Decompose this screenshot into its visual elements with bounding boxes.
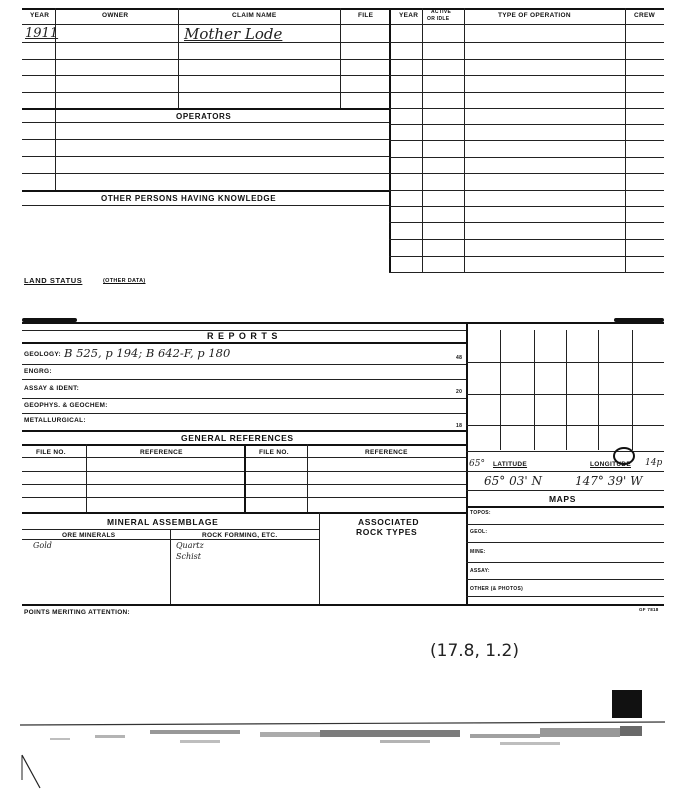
other-persons-label: OTHER PERSONS HAVING KNOWLEDGE <box>101 194 277 203</box>
scan-block-mark <box>612 690 642 718</box>
report-geophys-label: GEOPHYS. & GEOCHEM: <box>24 402 108 409</box>
ref-header-file-no-2: FILE NO. <box>259 449 289 456</box>
report-metallurgical-label: METALLURGICAL: <box>24 417 86 424</box>
entry-claim-name: Mother Lode <box>184 25 283 43</box>
scan-noise-area <box>0 680 678 802</box>
maps-topos: TOPOS: <box>470 510 491 516</box>
ore-value: Gold <box>33 541 52 550</box>
ref-header-file-no-1: FILE NO. <box>36 449 66 456</box>
mineral-assemblage-title: MINERAL ASSEMBLAGE <box>107 517 219 527</box>
longitude-note: 14p <box>645 458 663 468</box>
latitude-label: LATITUDE <box>493 461 528 468</box>
maps-mine: MINE: <box>470 549 486 555</box>
maps-other: OTHER (& PHOTOS) <box>470 586 524 592</box>
maps-geol: GEOL: <box>470 529 488 535</box>
scan-speckle <box>50 726 642 745</box>
scan-corner-stroke <box>22 755 40 788</box>
report-metallurgical-num: 18 <box>456 423 463 429</box>
maps-title: MAPS <box>549 494 576 504</box>
form-number: GF 7818 <box>639 607 659 612</box>
rock-value-1: Quartz <box>176 541 204 550</box>
land-status-sub: (OTHER DATA) <box>103 278 146 284</box>
header-year: YEAR <box>30 12 50 19</box>
report-geology-label: GEOLOGY: <box>24 351 61 358</box>
header-type-of-operation: TYPE OF OPERATION <box>498 12 571 19</box>
latitude-prefix: 65° <box>469 459 485 469</box>
header-active: ACTIVE <box>431 9 452 15</box>
operators-label: OPERATORS <box>176 112 232 121</box>
report-geology-value: B 525, p 194; B 642-F, p 180 <box>64 346 231 360</box>
report-geology-num: 48 <box>456 355 463 361</box>
header-owner: OWNER <box>102 12 129 19</box>
associated-label: ASSOCIATED <box>358 517 420 527</box>
header-file: FILE <box>358 12 374 19</box>
header-claim-name: CLAIM NAME <box>232 12 277 19</box>
rock-types-label: ROCK TYPES <box>356 527 418 537</box>
entry-year: 1911 <box>25 26 59 41</box>
land-status-label: LAND STATUS <box>24 276 83 285</box>
maps-assay: ASSAY: <box>470 568 490 574</box>
reports-title: R E P O R T S <box>207 331 279 341</box>
points-meriting-attention: POINTS MERITING ATTENTION: <box>24 609 131 616</box>
header-year-2: YEAR <box>399 12 419 19</box>
header-crew: CREW <box>634 12 656 19</box>
report-engrg-label: ENGRG: <box>24 368 52 375</box>
report-assay-label: ASSAY & IDENT: <box>24 385 80 392</box>
coordinates-note: (17.8, 1.2) <box>430 641 519 661</box>
header-or-idle: OR IDLE <box>427 16 450 22</box>
rock-forming-label: ROCK FORMING, ETC. <box>202 532 278 539</box>
ore-minerals-label: ORE MINERALS <box>62 532 116 539</box>
report-assay-num: 20 <box>456 389 463 395</box>
general-references-label: GENERAL REFERENCES <box>181 433 294 443</box>
longitude-label: LONGITUDE <box>590 461 631 468</box>
scan-edge-line <box>20 722 665 725</box>
longitude-value: 147° 39' W <box>575 474 643 488</box>
ref-header-reference-1: REFERENCE <box>140 449 183 456</box>
ref-header-reference-2: REFERENCE <box>365 449 408 456</box>
latitude-value: 65° 03' N <box>484 474 542 488</box>
rock-value-2: Schist <box>176 552 201 561</box>
